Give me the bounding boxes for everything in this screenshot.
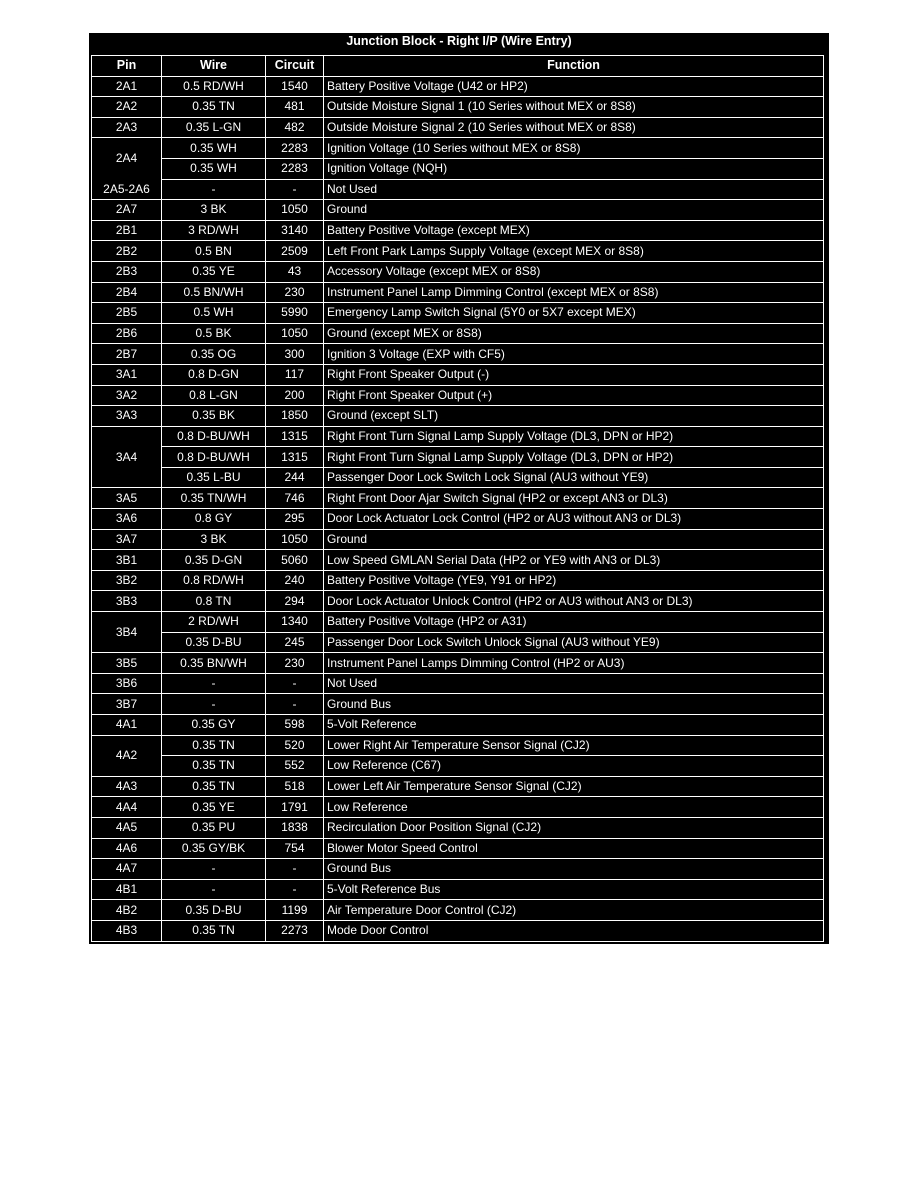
- wire-cell: 0.8 D-GN: [162, 364, 266, 385]
- circuit-cell: 520: [266, 735, 324, 756]
- pin-cell: 2B2: [92, 241, 162, 262]
- table-row: [92, 117, 824, 138]
- circuit-cell: -: [266, 673, 324, 694]
- circuit-cell: 2509: [266, 241, 324, 262]
- table-row: [92, 426, 824, 447]
- table-row: [92, 715, 824, 736]
- function-cell: Right Front Speaker Output (-): [324, 364, 824, 385]
- table-row: [92, 220, 824, 241]
- circuit-cell: 3140: [266, 220, 324, 241]
- pin-cell: 4A6: [92, 838, 162, 859]
- table-row: [92, 406, 824, 427]
- table-row: [92, 653, 824, 674]
- wire-cell: 0.35 YE: [162, 797, 266, 818]
- function-cell: Accessory Voltage (except MEX or 8S8): [324, 261, 824, 282]
- function-cell: Instrument Panel Lamp Dimming Control (except MEX or 8S8): [324, 282, 824, 303]
- table-row: [92, 509, 824, 530]
- function-cell: Lower Right Air Temperature Sensor Signal (CJ2): [324, 735, 824, 756]
- wire-cell: 0.35 TN: [162, 776, 266, 797]
- table-row: [92, 612, 824, 633]
- pin-cell: 2A5-2A6: [92, 179, 162, 200]
- function-cell: Ground: [324, 529, 824, 550]
- pin-cell: 4A4: [92, 797, 162, 818]
- function-cell: 5-Volt Reference Bus: [324, 879, 824, 900]
- function-cell: Low Reference (C67): [324, 756, 824, 777]
- circuit-cell: 1315: [266, 447, 324, 468]
- wire-cell: 0.35 WH: [162, 138, 266, 159]
- table-title: Junction Block - Right I/P (Wire Entry): [346, 34, 572, 48]
- table-row: [92, 694, 824, 715]
- table-row: [92, 179, 824, 200]
- function-cell: Door Lock Actuator Lock Control (HP2 or AU3 without AN3 or DL3): [324, 509, 824, 530]
- table-row: [92, 488, 824, 509]
- function-cell: Not Used: [324, 673, 824, 694]
- table-row: [92, 138, 824, 159]
- pin-cell: 3A6: [92, 509, 162, 530]
- wire-cell: 0.8 GY: [162, 509, 266, 530]
- circuit-cell: -: [266, 179, 324, 200]
- pin-cell: 2A2: [92, 97, 162, 118]
- header-circuit: Circuit: [266, 56, 324, 77]
- table-row: [92, 364, 824, 385]
- circuit-cell: -: [266, 879, 324, 900]
- circuit-cell: 5060: [266, 550, 324, 571]
- wire-cell: -: [162, 694, 266, 715]
- circuit-cell: 481: [266, 97, 324, 118]
- function-cell: Ground (except SLT): [324, 406, 824, 427]
- pin-cell: 3A1: [92, 364, 162, 385]
- function-cell: Emergency Lamp Switch Signal (5Y0 or 5X7 except MEX): [324, 303, 824, 324]
- wire-cell: 0.35 YE: [162, 261, 266, 282]
- pin-cell: 2A7: [92, 200, 162, 221]
- function-cell: Battery Positive Voltage (except MEX): [324, 220, 824, 241]
- pin-cell: 4B3: [92, 920, 162, 941]
- wire-cell: 0.8 L-GN: [162, 385, 266, 406]
- circuit-cell: 598: [266, 715, 324, 736]
- wire-cell: 0.35 TN: [162, 97, 266, 118]
- table-row: [92, 76, 824, 97]
- function-cell: Battery Positive Voltage (HP2 or A31): [324, 612, 824, 633]
- wire-cell: 0.35 BK: [162, 406, 266, 427]
- wire-cell: 0.5 WH: [162, 303, 266, 324]
- header-wire: Wire: [162, 56, 266, 77]
- table-row: [92, 158, 824, 179]
- table-row: [92, 344, 824, 365]
- table-row: [92, 447, 824, 468]
- function-cell: Low Reference: [324, 797, 824, 818]
- wire-cell: 0.35 GY: [162, 715, 266, 736]
- wire-cell: 0.35 TN/WH: [162, 488, 266, 509]
- circuit-cell: 230: [266, 282, 324, 303]
- function-cell: Passenger Door Lock Switch Unlock Signal (AU3 without YE9): [324, 632, 824, 653]
- table-row: [92, 303, 824, 324]
- pin-cell: 3B5: [92, 653, 162, 674]
- pin-cell: 4A5: [92, 817, 162, 838]
- function-cell: Right Front Door Ajar Switch Signal (HP2 or except AN3 or DL3): [324, 488, 824, 509]
- wire-cell: 0.35 WH: [162, 158, 266, 179]
- circuit-cell: 244: [266, 467, 324, 488]
- pin-cell: 3A3: [92, 406, 162, 427]
- table-row: [92, 900, 824, 921]
- circuit-cell: 230: [266, 653, 324, 674]
- pin-cell: 3B4: [92, 612, 162, 653]
- function-cell: Battery Positive Voltage (U42 or HP2): [324, 76, 824, 97]
- table-row: [92, 529, 824, 550]
- function-cell: Door Lock Actuator Unlock Control (HP2 or AU3 without AN3 or DL3): [324, 591, 824, 612]
- function-cell: Mode Door Control: [324, 920, 824, 941]
- pin-cell: 2B1: [92, 220, 162, 241]
- function-cell: Not Used: [324, 179, 824, 200]
- pin-cell: 3A5: [92, 488, 162, 509]
- pin-table-body: [92, 76, 824, 941]
- circuit-cell: 1850: [266, 406, 324, 427]
- function-cell: Ignition 3 Voltage (EXP with CF5): [324, 344, 824, 365]
- wire-cell: 3 RD/WH: [162, 220, 266, 241]
- pin-cell: 3A4: [92, 426, 162, 488]
- wire-cell: 0.5 RD/WH: [162, 76, 266, 97]
- table-row: [92, 838, 824, 859]
- function-cell: Air Temperature Door Control (CJ2): [324, 900, 824, 921]
- pin-cell: 3A7: [92, 529, 162, 550]
- pin-cell: 2B3: [92, 261, 162, 282]
- wire-cell: 0.35 TN: [162, 735, 266, 756]
- function-cell: Ignition Voltage (10 Series without MEX or 8S8): [324, 138, 824, 159]
- pin-cell: 3B3: [92, 591, 162, 612]
- wire-cell: -: [162, 879, 266, 900]
- function-cell: 5-Volt Reference: [324, 715, 824, 736]
- function-cell: Ground (except MEX or 8S8): [324, 323, 824, 344]
- wire-cell: 0.35 BN/WH: [162, 653, 266, 674]
- pin-table: [91, 55, 824, 942]
- function-cell: Recirculation Door Position Signal (CJ2): [324, 817, 824, 838]
- circuit-cell: 2283: [266, 158, 324, 179]
- circuit-cell: 245: [266, 632, 324, 653]
- wire-cell: 0.35 OG: [162, 344, 266, 365]
- function-cell: Instrument Panel Lamps Dimming Control (HP2 or AU3): [324, 653, 824, 674]
- circuit-cell: -: [266, 694, 324, 715]
- wire-cell: 2 RD/WH: [162, 612, 266, 633]
- pin-cell: 4B1: [92, 879, 162, 900]
- table-row: [92, 261, 824, 282]
- circuit-cell: 1838: [266, 817, 324, 838]
- table-row: [92, 323, 824, 344]
- table-row: [92, 632, 824, 653]
- wire-cell: 0.8 RD/WH: [162, 570, 266, 591]
- circuit-cell: 482: [266, 117, 324, 138]
- circuit-cell: 754: [266, 838, 324, 859]
- pin-cell: 4A3: [92, 776, 162, 797]
- pin-cell: 3B7: [92, 694, 162, 715]
- table-row: [92, 920, 824, 941]
- wire-cell: -: [162, 179, 266, 200]
- function-cell: Low Speed GMLAN Serial Data (HP2 or YE9 with AN3 or DL3): [324, 550, 824, 571]
- function-cell: Outside Moisture Signal 1 (10 Series without MEX or 8S8): [324, 97, 824, 118]
- circuit-cell: 1050: [266, 529, 324, 550]
- table-row: [92, 797, 824, 818]
- wire-cell: 0.35 D-GN: [162, 550, 266, 571]
- circuit-cell: 1199: [266, 900, 324, 921]
- circuit-cell: 746: [266, 488, 324, 509]
- circuit-cell: 1340: [266, 612, 324, 633]
- table-row: [92, 879, 824, 900]
- table-row: [92, 282, 824, 303]
- pin-cell: 3B6: [92, 673, 162, 694]
- circuit-cell: 1050: [266, 323, 324, 344]
- pin-cell: 2B7: [92, 344, 162, 365]
- circuit-cell: -: [266, 859, 324, 880]
- circuit-cell: 1315: [266, 426, 324, 447]
- table-row: [92, 385, 824, 406]
- circuit-cell: 295: [266, 509, 324, 530]
- circuit-cell: 2283: [266, 138, 324, 159]
- pin-cell: 3A2: [92, 385, 162, 406]
- circuit-cell: 2273: [266, 920, 324, 941]
- table-row: [92, 550, 824, 571]
- circuit-cell: 240: [266, 570, 324, 591]
- function-cell: Right Front Speaker Output (+): [324, 385, 824, 406]
- junction-block-table: [89, 33, 829, 944]
- function-cell: Lower Left Air Temperature Sensor Signal (CJ2): [324, 776, 824, 797]
- wire-cell: 0.35 GY/BK: [162, 838, 266, 859]
- wire-cell: 0.35 D-BU: [162, 900, 266, 921]
- wire-cell: 0.35 TN: [162, 920, 266, 941]
- function-cell: Passenger Door Lock Switch Lock Signal (AU3 without YE9): [324, 467, 824, 488]
- wire-cell: 0.35 TN: [162, 756, 266, 777]
- circuit-cell: 300: [266, 344, 324, 365]
- circuit-cell: 43: [266, 261, 324, 282]
- function-cell: Blower Motor Speed Control: [324, 838, 824, 859]
- wire-cell: 0.35 L-BU: [162, 467, 266, 488]
- function-cell: Right Front Turn Signal Lamp Supply Voltage (DL3, DPN or HP2): [324, 426, 824, 447]
- wire-cell: 0.8 TN: [162, 591, 266, 612]
- function-cell: Outside Moisture Signal 2 (10 Series without MEX or 8S8): [324, 117, 824, 138]
- pin-cell: 4A7: [92, 859, 162, 880]
- pin-cell: 2B4: [92, 282, 162, 303]
- function-cell: Ground: [324, 200, 824, 221]
- wire-cell: 3 BK: [162, 200, 266, 221]
- table-row: [92, 591, 824, 612]
- pin-cell: 4A2: [92, 735, 162, 776]
- header-row: [92, 56, 824, 77]
- table-row: [92, 776, 824, 797]
- pin-cell: 4B2: [92, 900, 162, 921]
- wire-cell: 0.5 BN/WH: [162, 282, 266, 303]
- wire-cell: 0.35 L-GN: [162, 117, 266, 138]
- pin-cell: 2B6: [92, 323, 162, 344]
- wire-cell: 0.5 BK: [162, 323, 266, 344]
- function-cell: Ignition Voltage (NQH): [324, 158, 824, 179]
- table-row: [92, 735, 824, 756]
- function-cell: Battery Positive Voltage (YE9, Y91 or HP2): [324, 570, 824, 591]
- pin-cell: 2A1: [92, 76, 162, 97]
- header-function: Function: [324, 56, 824, 77]
- pin-cell: 2B5: [92, 303, 162, 324]
- table-row: [92, 673, 824, 694]
- table-row: [92, 241, 824, 262]
- table-row: [92, 467, 824, 488]
- wire-cell: 0.8 D-BU/WH: [162, 426, 266, 447]
- circuit-cell: 5990: [266, 303, 324, 324]
- wire-cell: -: [162, 859, 266, 880]
- function-cell: Ground Bus: [324, 694, 824, 715]
- circuit-cell: 117: [266, 364, 324, 385]
- table-row: [92, 859, 824, 880]
- circuit-cell: 1050: [266, 200, 324, 221]
- pin-cell: 3B1: [92, 550, 162, 571]
- function-cell: Left Front Park Lamps Supply Voltage (except MEX or 8S8): [324, 241, 824, 262]
- circuit-cell: 294: [266, 591, 324, 612]
- function-cell: Right Front Turn Signal Lamp Supply Voltage (DL3, DPN or HP2): [324, 447, 824, 468]
- wire-cell: 0.35 PU: [162, 817, 266, 838]
- circuit-cell: 518: [266, 776, 324, 797]
- wire-cell: 0.5 BN: [162, 241, 266, 262]
- table-row: [92, 756, 824, 777]
- table-row: [92, 97, 824, 118]
- function-cell: Ground Bus: [324, 859, 824, 880]
- header-pin: Pin: [92, 56, 162, 77]
- circuit-cell: 200: [266, 385, 324, 406]
- wire-cell: -: [162, 673, 266, 694]
- circuit-cell: 1791: [266, 797, 324, 818]
- pin-cell: 2A3: [92, 117, 162, 138]
- circuit-cell: 552: [266, 756, 324, 777]
- pin-cell: 2A4: [92, 138, 162, 179]
- wire-cell: 3 BK: [162, 529, 266, 550]
- table-row: [92, 200, 824, 221]
- circuit-cell: 1540: [266, 76, 324, 97]
- table-row: [92, 817, 824, 838]
- table-row: [92, 570, 824, 591]
- pin-cell: 4A1: [92, 715, 162, 736]
- pin-cell: 3B2: [92, 570, 162, 591]
- wire-cell: 0.8 D-BU/WH: [162, 447, 266, 468]
- wire-cell: 0.35 D-BU: [162, 632, 266, 653]
